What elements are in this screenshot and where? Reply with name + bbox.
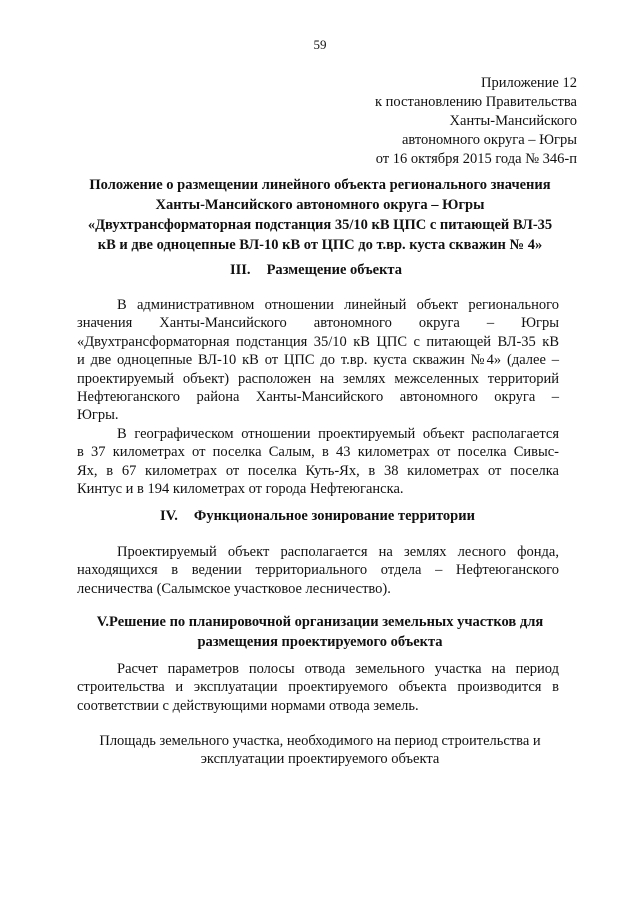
paragraph-line: в 37 километрах от поселка Салым, в 43 километрах от поселка Сивыс-: [77, 444, 559, 461]
paragraph-line: лесничества (Салымское участковое лесничество).: [77, 580, 391, 597]
paragraph-line: находящихся в ведении территориального отдела – Нефтеюганского: [77, 562, 559, 579]
paragraph-line: и две одноцепные ВЛ-10 кВ от ЦПС до т.вр. куста скважин №4» (далее –: [77, 352, 559, 369]
paragraph-line: Ях, в 67 километрах от поселка Куть-Ях, в 38 километрах от поселка: [77, 462, 559, 479]
paragraph-line: соответствии с действующими нормами отвода земель.: [77, 697, 419, 714]
section-4-paragraph-1: [77, 543, 559, 598]
paragraph-line: Площадь земельного участка, необходимого на период строительства и: [99, 733, 541, 749]
section-5-heading: [74, 612, 566, 652]
section-4-heading: [160, 506, 475, 526]
section-title: Функциональное зонирование территории: [193, 508, 475, 524]
document-title: [74, 175, 566, 255]
section-title-line: размещения проектируемого объекта: [197, 634, 443, 650]
paragraph-line: Югры.: [77, 407, 119, 424]
paragraph-line: Расчет параметров полосы отвода земельного участка на период: [117, 661, 559, 677]
appendix-header: [375, 74, 577, 169]
paragraph-line: Нефтеюганского района Ханты-Мансийского автономного округа –: [77, 389, 559, 406]
appendix-line: Ханты-Мансийского: [449, 113, 577, 129]
title-line: Положение о размещении линейного объекта регионального значения: [89, 177, 551, 193]
paragraph-line: Проектируемый объект располагается на землях лесного фонда,: [117, 544, 559, 560]
title-line: кВ и две одноцепные ВЛ-10 кВ от ЦПС до т.вр. куста скважин № 4»: [97, 237, 543, 253]
appendix-line: к постановлению Правительства: [375, 94, 577, 110]
appendix-line: Приложение 12: [481, 75, 577, 91]
section-5-paragraph-2: [74, 732, 566, 769]
appendix-line: автономного округа – Югры: [401, 132, 577, 148]
section-number: IV.: [160, 508, 178, 524]
section-number: III.: [230, 262, 251, 278]
title-line: «Двухтрансформаторная подстанция 35/10 кВ ЦПС с питающей ВЛ-35: [87, 217, 553, 233]
section-3-heading: [230, 260, 402, 280]
title-line: Ханты-Мансийского автономного округа – Югры: [155, 197, 485, 213]
page-number: 59: [313, 37, 327, 52]
section-5-paragraph-1: [77, 660, 559, 715]
paragraph-line: В географическом отношении проектируемый объект располагается: [117, 426, 559, 442]
section-3-paragraph-2: [77, 425, 559, 499]
paragraph-line: эксплуатации проектируемого объекта: [200, 751, 440, 768]
section-title-line: V.Решение по планировочной организации земельных участков для: [96, 614, 544, 630]
paragraph-line: значения Ханты-Мансийского автономного округа – Югры: [77, 315, 559, 332]
paragraph-line: строительства и эксплуатации проектируемого объекта производится в: [77, 679, 559, 696]
paragraph-line: проектируемый объект) расположен на землях межселенных территорий: [77, 370, 559, 387]
appendix-line: от 16 октября 2015 года № 346-п: [375, 151, 577, 167]
section-title: Размещение объекта: [266, 262, 402, 278]
paragraph-line: «Двухтрансформаторная подстанция 35/10 кВ ЦПС с питающей ВЛ-35 кВ: [77, 333, 559, 350]
section-3-paragraph-1: [77, 296, 559, 425]
paragraph-line: Кинтус и в 194 километрах от города Нефтеюганска.: [77, 481, 404, 498]
paragraph-line: В административном отношении линейный объект регионального: [117, 297, 559, 313]
